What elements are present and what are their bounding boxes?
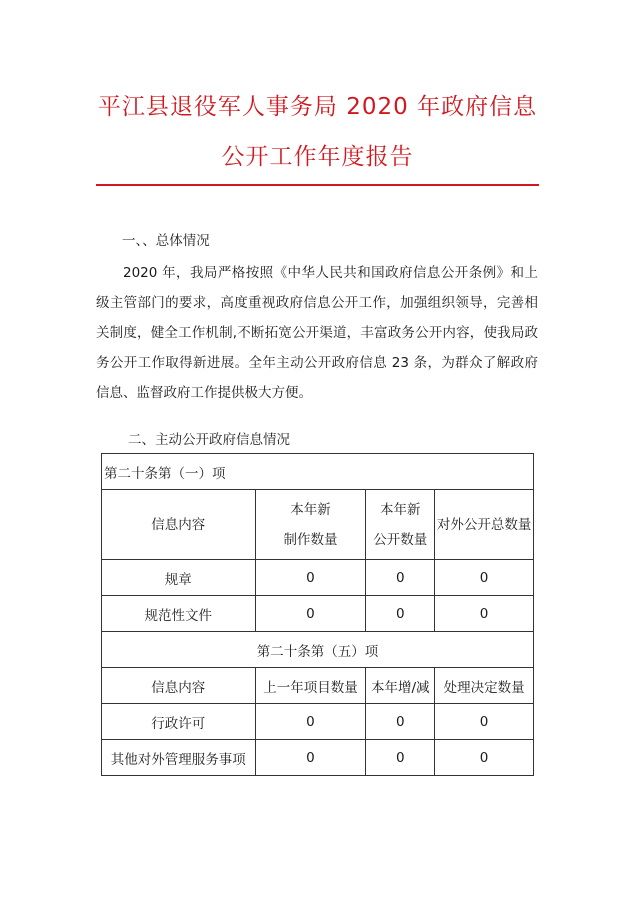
article20-5-title: 第二十条第（五）项 <box>102 632 534 668</box>
header-last-year: 上一年项目数量 <box>255 668 366 704</box>
row-total: 0 <box>435 596 534 632</box>
report-title-line2: 公开工作年度报告 <box>221 144 414 170</box>
row-decided: 0 <box>435 704 534 740</box>
header-new-public <box>366 490 435 560</box>
row-name: 规范性文件 <box>102 596 256 632</box>
info-disclosure-table <box>101 453 534 776</box>
row-last-year: 0 <box>255 740 366 776</box>
report-title-line1: 平江县退役军人事务局 2020 年政府信息 <box>97 94 538 120</box>
row-change: 0 <box>366 704 435 740</box>
header-new-public-line1: 本年新 <box>380 501 421 518</box>
table-row <box>102 740 534 776</box>
title-divider <box>96 184 539 186</box>
row-new-public: 0 <box>366 596 435 632</box>
table-row <box>102 560 534 596</box>
table-row <box>102 596 534 632</box>
table-row <box>102 632 534 668</box>
header-new-made-line2: 制作数量 <box>283 531 338 548</box>
header-content: 信息内容 <box>102 668 256 704</box>
row-new-made: 0 <box>255 596 366 632</box>
row-total: 0 <box>435 560 534 596</box>
header-new-made <box>255 490 366 560</box>
row-new-public: 0 <box>366 560 435 596</box>
table-header-row <box>102 490 534 560</box>
section1-heading-text: 一、、总体情况 <box>122 233 210 249</box>
row-new-made: 0 <box>255 560 366 596</box>
section1-paragraph: 2020 年，我局严格按照《中华人民共和国政府信息公开条例》和上级主管部门的要求，高度重视政府信息公开工作，加强组织领导，完善相关制度，健全工作机制,不断拓宽公开渠道，丰富政务公开内容，使我局政务公开工作取得新进展。全年主动公开政府信息 23 条，为群众了解政府信息、监督政府工作提供极大方便。 <box>96 265 538 401</box>
header-new-made-line1: 本年新 <box>290 501 331 518</box>
section2-heading <box>96 425 538 455</box>
row-decided: 0 <box>435 740 534 776</box>
header-new-public-line2: 公开数量 <box>373 531 428 548</box>
table-row <box>102 454 534 490</box>
row-name: 其他对外管理服务事项 <box>102 740 256 776</box>
header-change: 本年增/减 <box>366 668 435 704</box>
table-header-row <box>102 668 534 704</box>
row-change: 0 <box>366 740 435 776</box>
header-total-public: 对外公开总数量 <box>435 490 534 560</box>
section1-heading <box>96 226 538 256</box>
row-name: 行政许可 <box>102 704 256 740</box>
section2-heading-text: 二、主动公开政府信息情况 <box>128 432 290 448</box>
row-last-year: 0 <box>255 704 366 740</box>
table-row <box>102 704 534 740</box>
row-name: 规章 <box>102 560 256 596</box>
article20-1-title: 第二十条第（一）项 <box>102 454 534 490</box>
header-decided: 处理决定数量 <box>435 668 534 704</box>
header-content: 信息内容 <box>102 490 256 560</box>
